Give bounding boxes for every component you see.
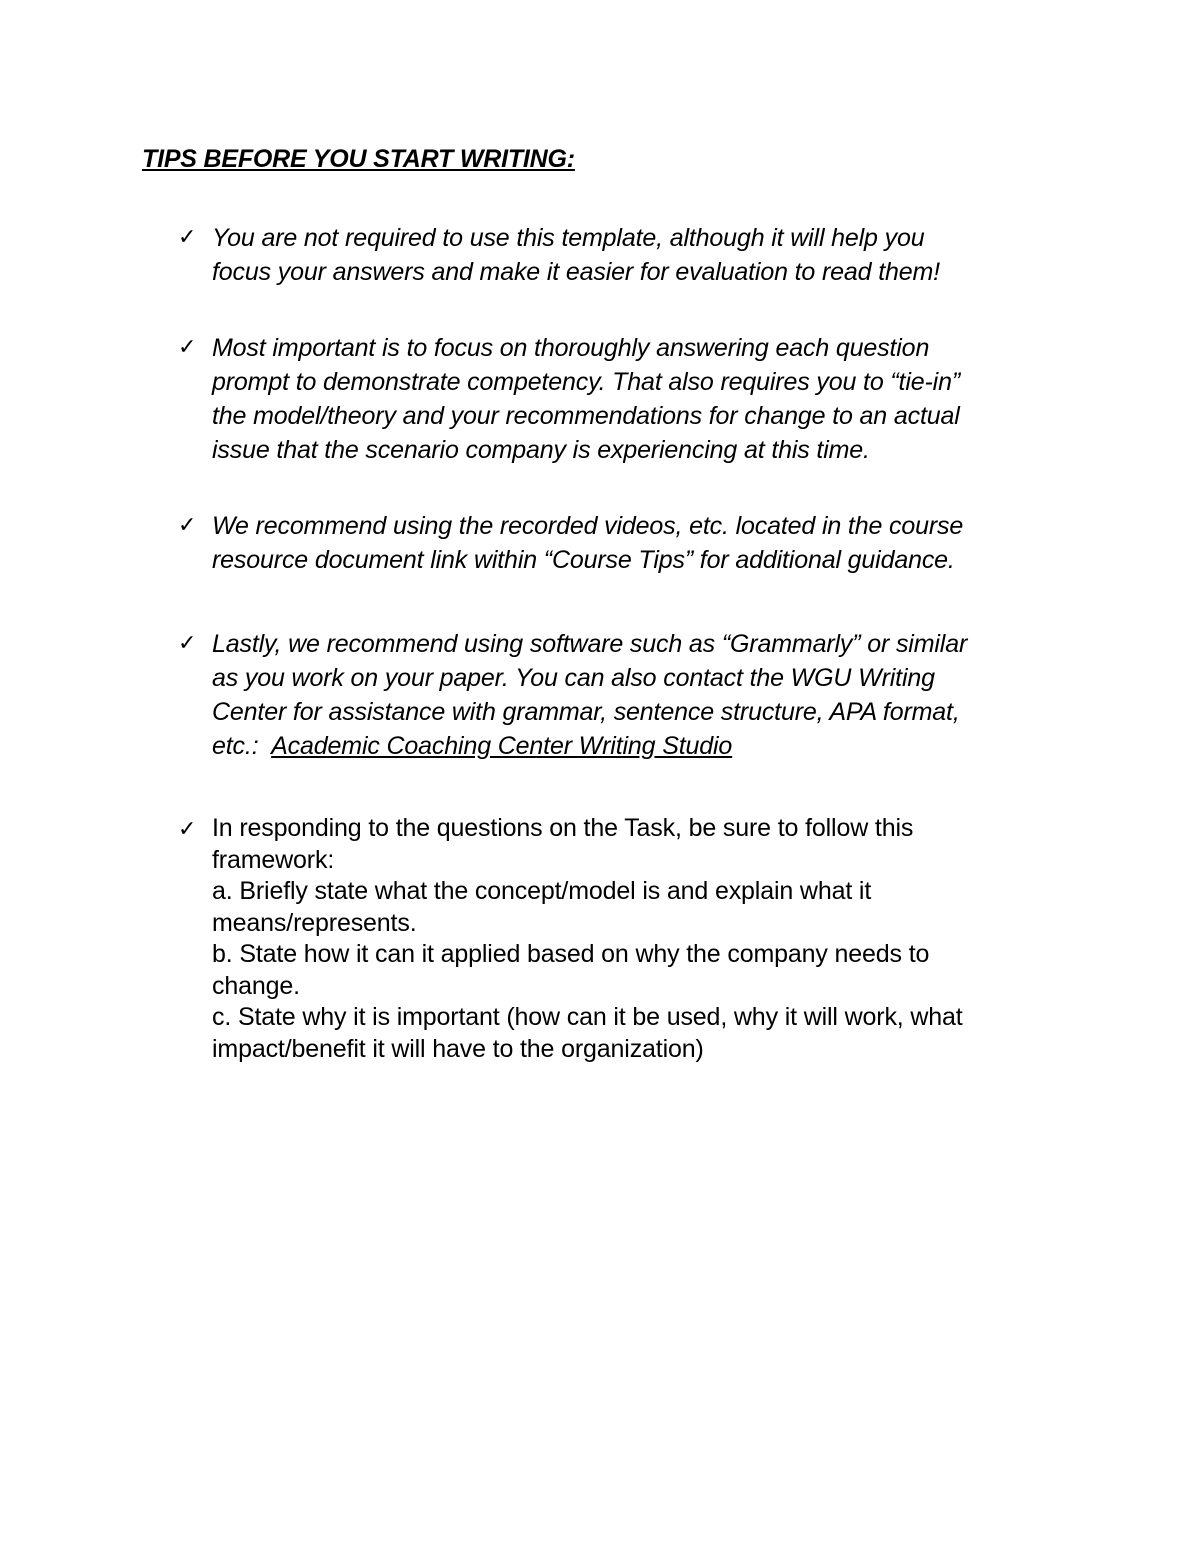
tip-line: Lastly, we recommend using software such as “Grammarly” or similar [212, 630, 968, 658]
checkmark-icon: ✓ [178, 513, 197, 538]
tip-line: Center for assistance with grammar, sentence structure, APA format, [212, 698, 960, 726]
tip-text [212, 221, 1072, 289]
writing-studio-link[interactable]: Academic Coaching Center Writing Studio [271, 732, 733, 760]
tip-line: focus your answers and make it easier for evaluation to read them! [212, 258, 940, 286]
tip-text [212, 813, 1072, 1065]
tip-text [212, 331, 1072, 467]
page-heading: TIPS BEFORE YOU START WRITING: [142, 145, 575, 173]
tip-line: Most important is to focus on thoroughly answering each question [212, 334, 930, 362]
tip-line: In responding to the questions on the Task, be sure to follow this [212, 814, 914, 842]
tip-line: means/represents. [212, 908, 417, 937]
tip-line: resource document link within “Course Tips” for additional guidance. [212, 546, 955, 574]
checkmark-icon: ✓ [178, 335, 197, 360]
tip-line-with-link [212, 729, 1072, 763]
tip-line: b. State how it can it applied based on why the company needs to [212, 940, 930, 968]
tip-line: framework: [212, 845, 335, 874]
tip-line: prompt to demonstrate competency. That also requires you to “tie-in” [212, 368, 961, 396]
tip-line: the model/theory and your recommendations for change to an actual [212, 402, 960, 430]
tip-line: c. State why it is important (how can it be used, why it will work, what [212, 1003, 963, 1031]
tip-line: We recommend using the recorded videos, etc. located in the course [212, 512, 964, 540]
tip-line: a. Briefly state what the concept/model is and explain what it [212, 877, 872, 905]
checkmark-icon: ✓ [178, 225, 197, 250]
tip-line: impact/benefit it will have to the organization) [212, 1034, 704, 1063]
tip-line-prefix: etc.: [212, 732, 272, 760]
checkmark-icon: ✓ [178, 817, 197, 842]
tip-line: You are not required to use this template, although it will help you [212, 224, 925, 252]
tip-line: change. [212, 971, 300, 1000]
checkmark-icon: ✓ [178, 631, 197, 656]
tip-text [212, 509, 1072, 577]
tip-line: as you work on your paper. You can also contact the WGU Writing [212, 664, 935, 692]
tip-line: issue that the scenario company is experiencing at this time. [212, 436, 870, 464]
tip-text [212, 627, 1072, 763]
